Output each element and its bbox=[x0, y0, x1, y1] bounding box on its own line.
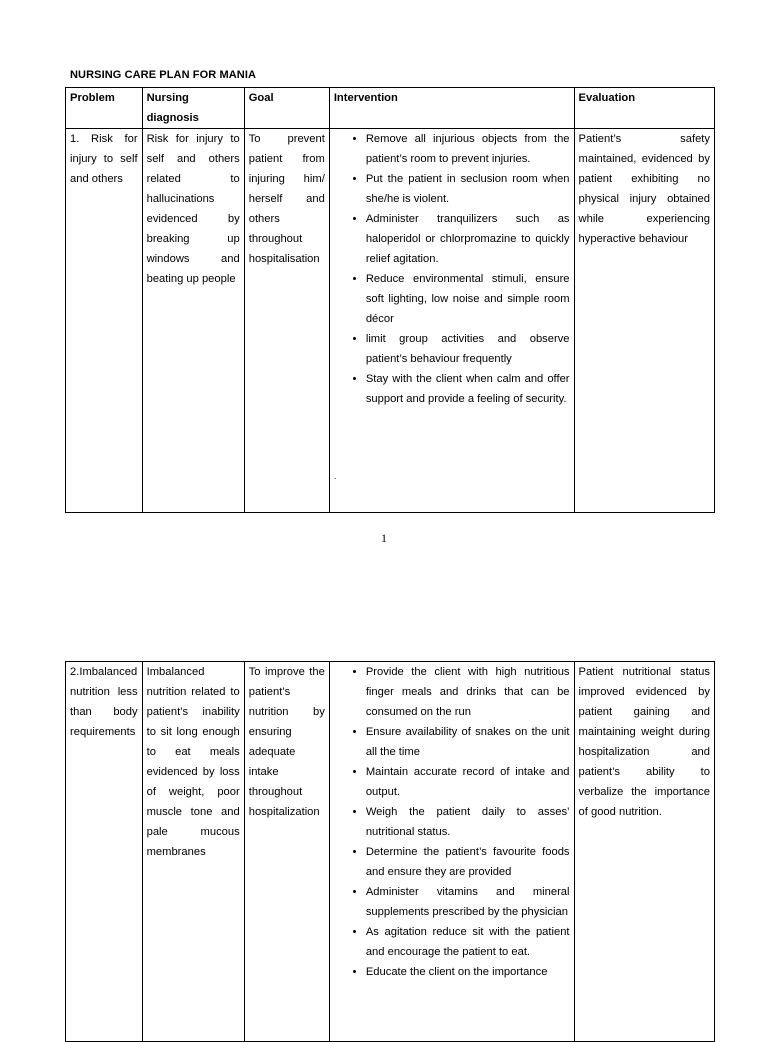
care-plan-table-2 bbox=[65, 661, 715, 1042]
cell-goal: To prevent patient from injuring him/ herself and others throughout hospitalisation bbox=[244, 129, 329, 513]
header-problem: Problem bbox=[66, 88, 143, 129]
list-item: • As agitation reduce sit with the patient and encourage the patient to eat. bbox=[366, 922, 570, 962]
cell-evaluation: Patient nutritional status improved evidenced by patient gaining and maintaining weight during hospitalization and patient’s ability to verbalize the importance of good nutrition. bbox=[574, 662, 714, 1042]
cell-problem: 2.Imbalanced nutrition less than body requirements bbox=[66, 662, 143, 1042]
list-item: • Stay with the client when calm and offer support and provide a feeling of security. bbox=[366, 369, 570, 409]
list-item: • Administer vitamins and mineral supplements prescribed by the physician bbox=[366, 882, 570, 922]
page-number: 1 bbox=[381, 531, 387, 545]
cell-problem: 1. Risk for injury to self and others bbox=[66, 129, 143, 513]
cell-diagnosis: Imbalanced nutrition related to patient’s inability to sit long enough to eat meals evidenced by loss of weight, poor muscle tone and pale mucous membranes bbox=[142, 662, 244, 1042]
list-item: • Ensure availability of snakes on the unit all the time bbox=[366, 722, 570, 762]
header-intervention: Intervention bbox=[329, 88, 574, 129]
list-item: • Reduce environmental stimuli, ensure soft lighting, low noise and simple room décor bbox=[366, 269, 570, 329]
list-item: • Administer tranquilizers such as haloperidol or chlorpromazine to quickly relief agitation. bbox=[366, 209, 570, 269]
table-row bbox=[66, 129, 715, 513]
list-item: • Put the patient in seclusion room when she/he is violent. bbox=[366, 169, 570, 209]
intervention-list bbox=[334, 662, 570, 982]
list-item: • Maintain accurate record of intake and output. bbox=[366, 762, 570, 802]
list-item: • Educate the client on the importance bbox=[366, 962, 570, 982]
cell-diagnosis: Risk for injury to self and others related to hallucinations evidenced by breaking up windows and beating up people bbox=[142, 129, 244, 513]
list-item: • limit group activities and observe patient’s behaviour frequently bbox=[366, 329, 570, 369]
list-item: • Weigh the patient daily to asses’ nutritional status. bbox=[366, 802, 570, 842]
cell-goal: To improve the patient’s nutrition by ensuring adequate intake throughout hospitalization bbox=[244, 662, 329, 1042]
header-goal: Goal bbox=[244, 88, 329, 129]
stray-mark: . bbox=[333, 471, 337, 481]
intervention-list bbox=[334, 129, 570, 409]
list-item: • Provide the client with high nutritious finger meals and drinks that can be consumed on the run bbox=[366, 662, 570, 722]
header-nursing-diagnosis: Nursing diagnosis bbox=[142, 88, 244, 129]
cell-interventions bbox=[329, 662, 574, 1042]
table-row bbox=[66, 662, 715, 1042]
care-plan-table-1 bbox=[65, 87, 715, 513]
cell-interventions bbox=[329, 129, 574, 513]
list-item: • Determine the patient’s favourite foods and ensure they are provided bbox=[366, 842, 570, 882]
list-item: • Remove all injurious objects from the patient’s room to prevent injuries. bbox=[366, 129, 570, 169]
header-evaluation: Evaluation bbox=[574, 88, 714, 129]
table-header-row bbox=[66, 88, 715, 129]
cell-evaluation: Patient’s safety maintained, evidenced by patient exhibiting no physical injury obtained while experiencing hyperactive behaviour bbox=[574, 129, 714, 513]
document-title: NURSING CARE PLAN FOR MANIA bbox=[70, 69, 257, 81]
